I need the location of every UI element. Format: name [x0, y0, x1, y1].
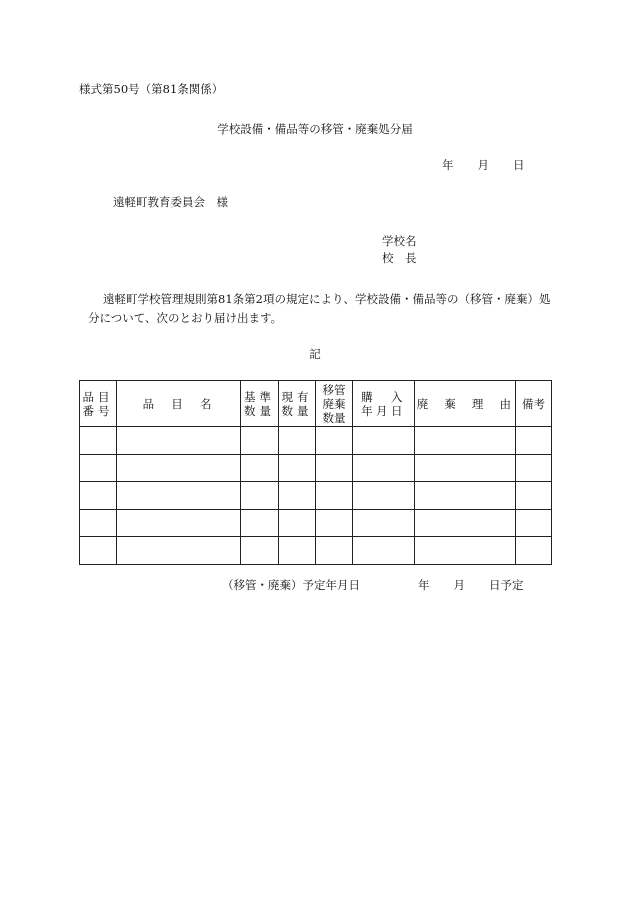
table-cell[interactable] [117, 537, 241, 565]
principal-label: 校 長 [382, 251, 417, 265]
table-cell[interactable] [316, 509, 353, 537]
planned-date [418, 577, 524, 593]
header-transfer-qty: 移管 廃棄 数量 [316, 381, 353, 427]
date-year-label: 年 [442, 158, 454, 172]
table-cell[interactable] [117, 482, 241, 510]
table-cell[interactable] [80, 509, 117, 537]
addressee: 遠軽町教育委員会 様 [113, 195, 228, 209]
table-cell[interactable] [80, 454, 117, 482]
table-row [80, 537, 552, 565]
table-cell[interactable] [117, 427, 241, 455]
planned-date-label: （移管・廃棄）予定年月日 [222, 578, 360, 592]
table-cell[interactable] [353, 482, 415, 510]
submission-date [442, 157, 525, 173]
school-name-label: 学校名 [382, 234, 417, 248]
table-row [80, 427, 552, 455]
header-purchase-date: 購 入 年月日 [353, 381, 415, 427]
table-cell[interactable] [241, 454, 279, 482]
planned-day-label: 日予定 [489, 578, 524, 592]
table-cell[interactable] [117, 509, 241, 537]
table-cell[interactable] [316, 482, 353, 510]
table-cell[interactable] [516, 482, 552, 510]
planned-year-label: 年 [418, 578, 430, 592]
header-item-no: 品目 番号 [80, 381, 117, 427]
table-cell[interactable] [279, 454, 316, 482]
form-number: 様式第50号（第81条関係） [79, 82, 224, 96]
table-cell[interactable] [316, 427, 353, 455]
table-cell[interactable] [415, 482, 516, 510]
table-row [80, 509, 552, 537]
table-cell[interactable] [415, 509, 516, 537]
header-disposal-reason: 廃 棄 理 由 [415, 381, 516, 427]
header-item-name: 品 目 名 [117, 381, 241, 427]
header-standard-qty: 基準 数量 [241, 381, 279, 427]
table-cell[interactable] [279, 427, 316, 455]
items-table [79, 380, 552, 565]
table-cell[interactable] [516, 537, 552, 565]
table-cell[interactable] [279, 482, 316, 510]
table-cell[interactable] [516, 427, 552, 455]
table-cell[interactable] [353, 509, 415, 537]
date-day-label: 日 [513, 158, 525, 172]
table-cell[interactable] [316, 537, 353, 565]
header-current-qty: 現有 数量 [279, 381, 316, 427]
sender-block [382, 233, 417, 267]
table-cell[interactable] [353, 454, 415, 482]
table-cell[interactable] [241, 427, 279, 455]
header-remarks: 備考 [516, 381, 552, 427]
table-row [80, 482, 552, 510]
table-cell[interactable] [117, 454, 241, 482]
table-cell[interactable] [353, 537, 415, 565]
body-text: 遠軽町学校管理規則第81条第2項の規定により、学校設備・備品等の（移管・廃棄）処分について、次のとおり届け出ます。 [88, 292, 551, 325]
table-cell[interactable] [241, 537, 279, 565]
table-row [80, 454, 552, 482]
document-title: 学校設備・備品等の移管・廃棄処分届 [217, 122, 413, 136]
table-cell[interactable] [353, 427, 415, 455]
table-cell[interactable] [516, 454, 552, 482]
table-cell[interactable] [80, 427, 117, 455]
table-cell[interactable] [415, 454, 516, 482]
table-header-row [80, 381, 552, 427]
ki-heading: 記 [309, 347, 321, 361]
table-cell[interactable] [80, 482, 117, 510]
table-cell[interactable] [516, 509, 552, 537]
table-cell[interactable] [415, 427, 516, 455]
table-cell[interactable] [415, 537, 516, 565]
table-cell[interactable] [241, 482, 279, 510]
table-cell[interactable] [279, 509, 316, 537]
table-cell[interactable] [80, 537, 117, 565]
date-month-label: 月 [477, 158, 489, 172]
planned-month-label: 月 [453, 578, 465, 592]
table-cell[interactable] [279, 537, 316, 565]
table-cell[interactable] [316, 454, 353, 482]
table-cell[interactable] [241, 509, 279, 537]
